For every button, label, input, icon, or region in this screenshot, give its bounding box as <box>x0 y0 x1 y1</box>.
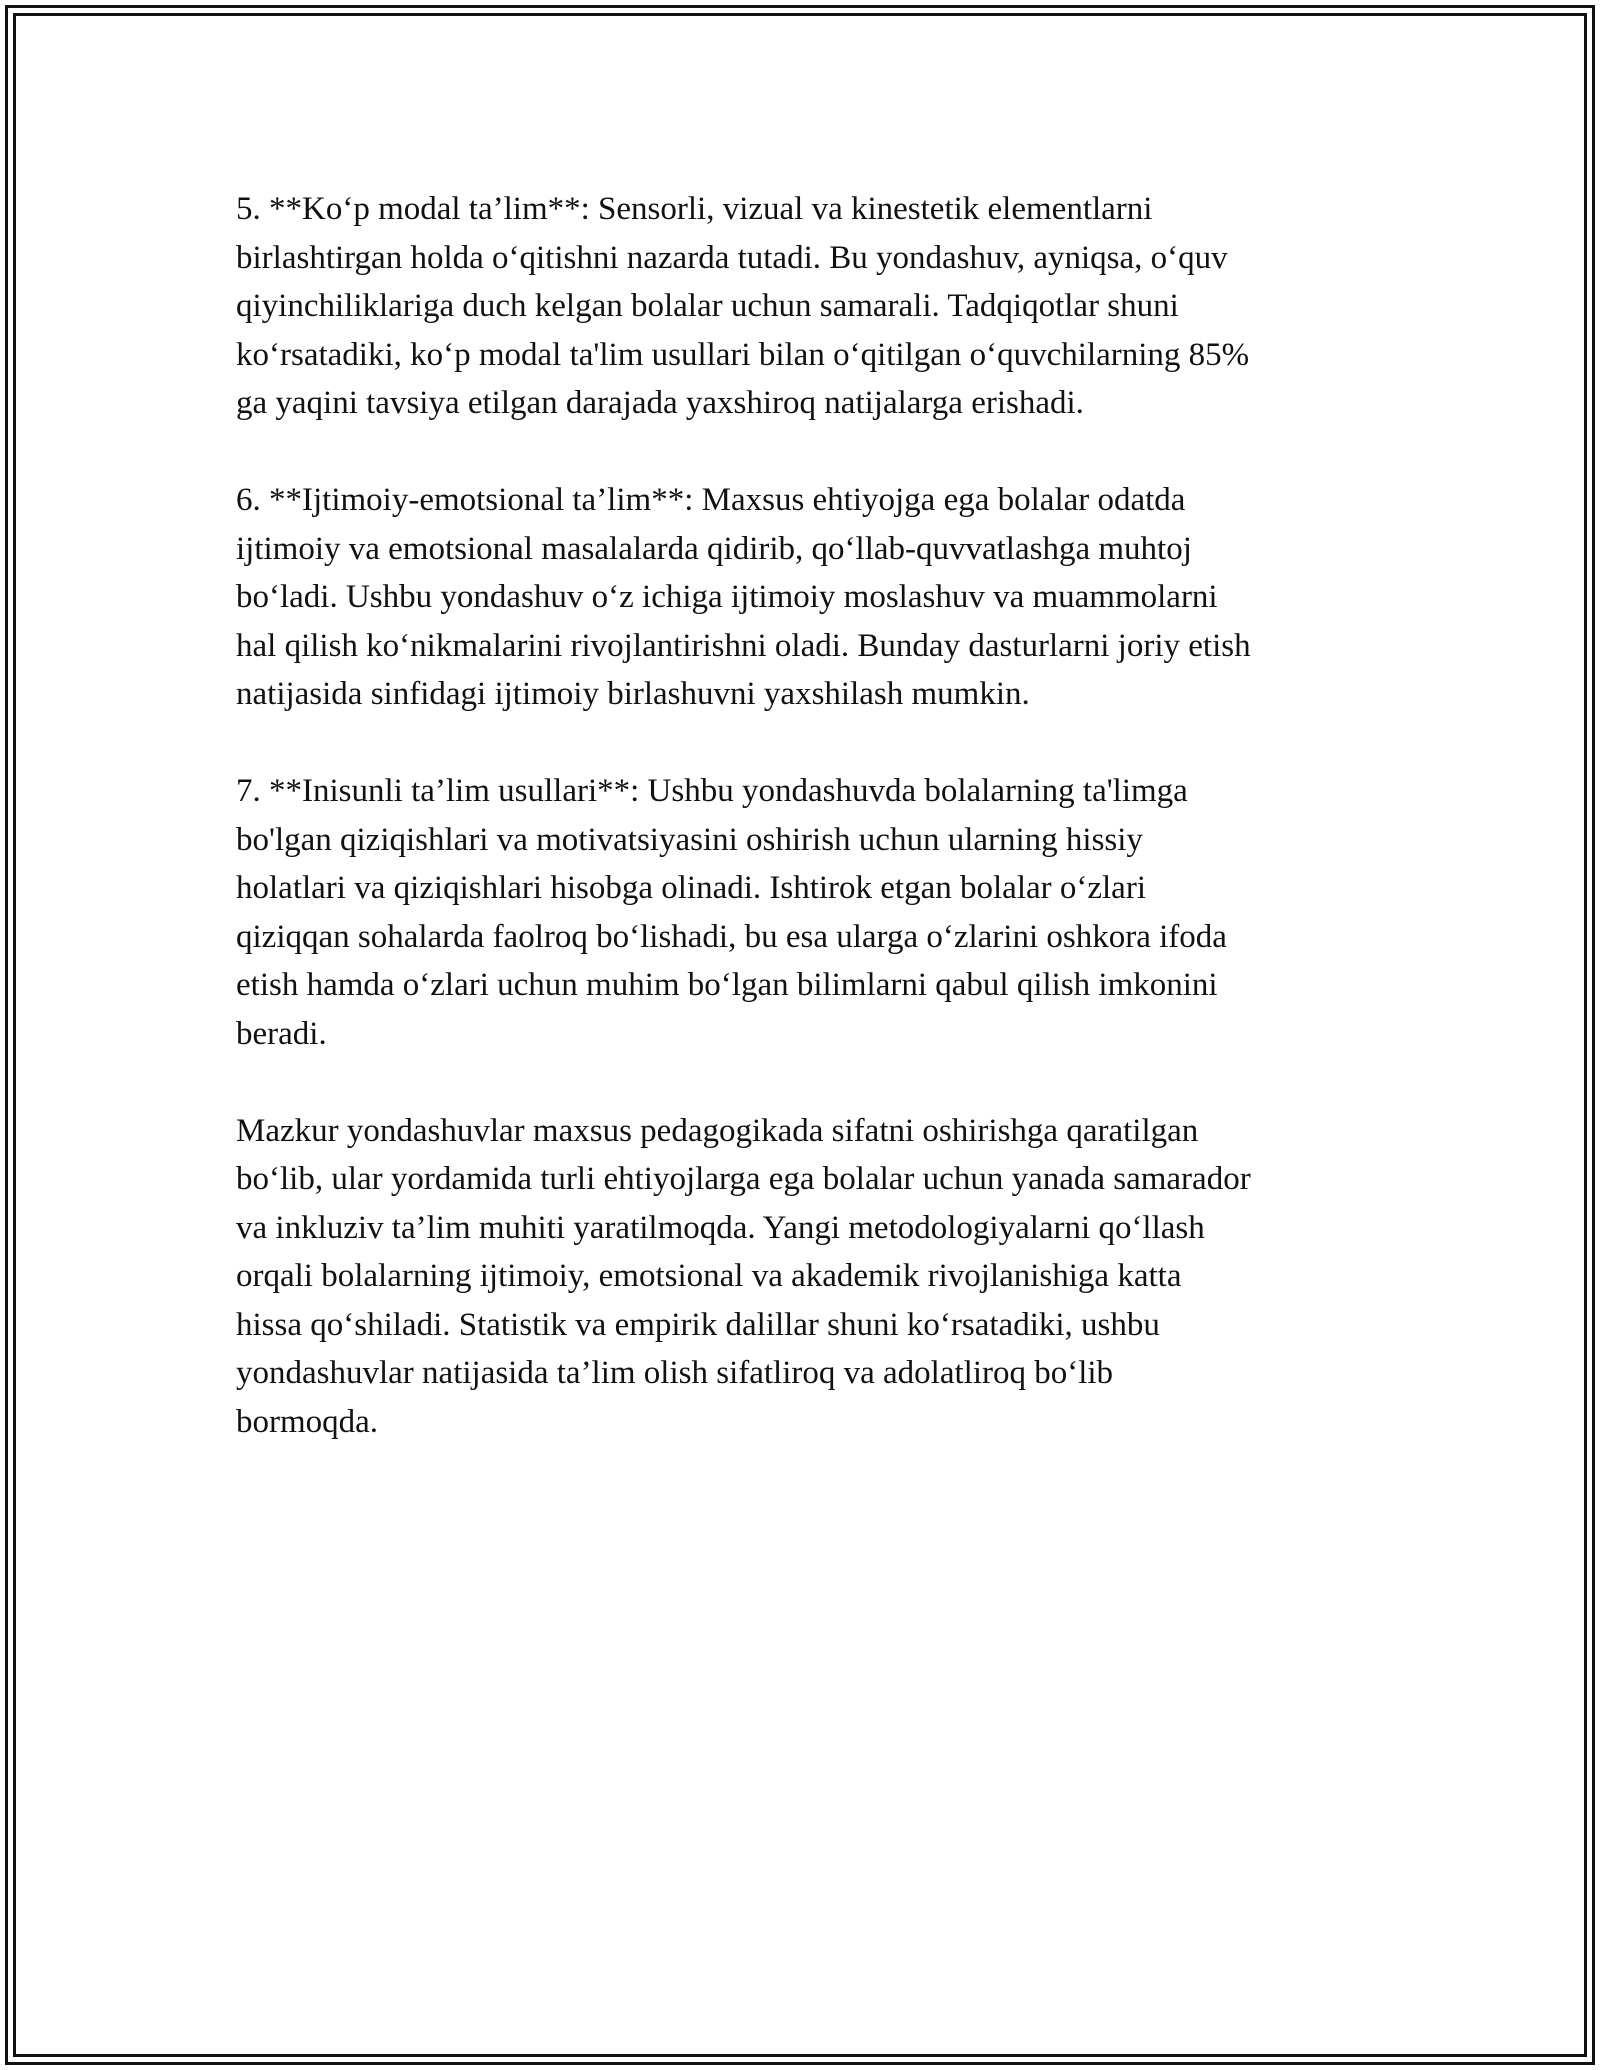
paragraph-ijtimoiy-emotsional-talim: 6. **Ijtimoiy-emotsional ta’lim**: Maxsus ehtiyojga ega bolalar odatda ijtimoiy va emotsional masalalarda qidirib, qo‘llab-quvvatlashga muhtoj bo‘ladi. Ushbu yondashuv o‘z ichiga ijtimoiy moslashuv va muammolarni hal qilish ko‘nikmalarini rivojlantirishni oladi. Bunday dasturlarni joriy etish natijasida sinfidagi ijtimoiy birlashuvni yaxshilash mumkin. <box>236 482 1251 712</box>
paragraph-inisunli-talim-usullari: 7. **Inisunli ta’lim usullari**: Ushbu yondashuvda bolalarning ta'limga bo'lgan qiziqishlari va motivatsiyasini oshirish uchun ularning hissiy holatlari va qiziqishlari hisobga olinadi. Ishtirok etgan bolalar o‘zlari qiziqqan sohalarda faolroq bo‘lishadi, bu esa ularga o‘zlarini oshkora ifoda etish hamda o‘zlari uchun muhim bo‘lgan bilimlarni qabul qilish imkonini beradi. <box>236 773 1227 1052</box>
document-body <box>236 185 1372 1495</box>
paragraph-conclusion: Mazkur yondashuvlar maxsus pedagogikada sifatni oshirishga qaratilgan bo‘lib, ular yordamida turli ehtiyojlarga ega bolalar uchun yanada samarador va inkluziv ta’lim muhiti yaratilmoqda. Yangi metodologiyalarni qo‘llash orqali bolalarning ijtimoiy, emotsional va akademik rivojlanishiga katta hissa qo‘shiladi. Statistik va empirik dalillar shuni ko‘rsatadiki, ushbu yondashuvlar natijasida ta’lim olish sifatliroq va adolatliroq bo‘lib bormoqda. <box>236 1112 1251 1440</box>
paragraph-kop-modal-talim: 5. **Ko‘p modal ta’lim**: Sensorli, vizual va kinestetik elementlarni birlashtirgan holda o‘qitishni nazarda tutadi. Bu yondashuv, ayniqsa, o‘quv qiyinchiliklariga duch kelgan bolalar uchun samarali. Tadqiqotlar shuni ko‘rsatadiki, ko‘p modal ta'lim usullari bilan o‘qitilgan o‘quvchilarning 85% ga yaqini tavsiya etilgan darajada yaxshiroq natijalarga erishadi. <box>236 191 1250 421</box>
